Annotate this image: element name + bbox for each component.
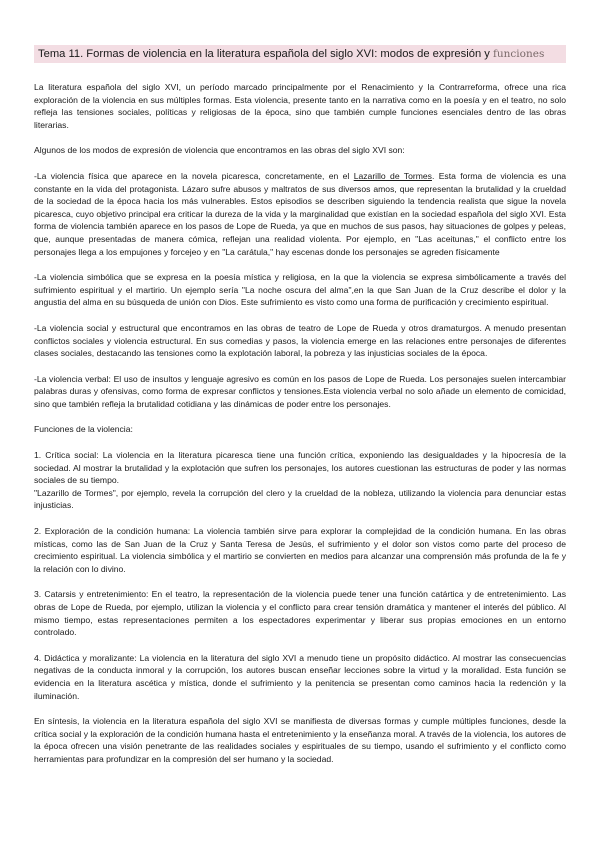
title-main: Tema 11. Formas de violencia en la literatura española del siglo XVI: modos de expresión y (38, 48, 493, 60)
physical-text-start: -La violencia física que aparece en la novela picaresca, concretamente, en el (34, 170, 354, 181)
symbolic-violence-paragraph: -La violencia simbólica que se expresa en la poesía mística y religiosa, en la que la violencia se expresa simbólicamente a través del sufrimiento espiritual y el martirio. Un ejemplo sería "La noche oscura del alma",en la que San Juan de la Cruz describe el dolor y la angustia del alma en su búsqueda de unión con Dios. Este sufrimiento es visto como una forma de purificación y crecimiento espiritual. (34, 272, 566, 308)
title-tail: funciones (493, 48, 545, 60)
intro-paragraph: La literatura española del siglo XVI, un período marcado principalmente por el Renacimiento y la Contrarreforma, ofrece una rica exploración de la violencia en sus múltiples formas. Esta violencia, presente tanto en la narrativa como en la poesía y en el teatro, no solo refleja las tensiones sociales, políticas y religiosas de la época, sino que también cumple funciones esenciales dentro de las obras literarias. (34, 82, 566, 130)
function-1-paragraph: 1. Crítica social: La violencia en la literatura picaresca tiene una función crítica, exponiendo las desigualdades y la hipocresía de la sociedad. Al mostrar la brutalidad y la explotación que sufren los personajes, los autores cuestionan las estructuras de poder y las normas sociales de su tiempo. (34, 450, 566, 486)
modes-intro-paragraph: Algunos de los modos de expresión de violencia que encontramos en las obras del siglo XVI son: (34, 145, 405, 156)
document-title (34, 45, 566, 63)
physical-violence-paragraph (34, 170, 566, 258)
function-4-paragraph: 4. Didáctica y moralizante: La violencia en la literatura del siglo XVI a menudo tiene un propósito didáctico. Al mostrar las consecuencias negativas de la conducta inmoral y la corrupción, los autores buscan enseñar lecciones sobre la virtud y la moralidad. Esta función se evidencia en la literatura ascética y mística, donde el sufrimiento y la penitencia se presentan como caminos hacia la redención y la iluminación. (34, 652, 566, 701)
function-3-paragraph: 3. Catarsis y entretenimiento: En el teatro, la representación de la violencia puede tener una función catártica y de entretenimiento. Las obras de Lope de Rueda, por ejemplo, utilizan la violencia y el conflicto para crear tensión dramática y mantener el interés del público. Al mismo tiempo, estas representaciones permiten a los espectadores experimentar y liberar sus propias emociones en un entorno controlado. (34, 589, 566, 638)
function-2-paragraph: 2. Exploración de la condición humana: La violencia también sirve para explorar la complejidad de la condición humana. En las obras místicas, como las de San Juan de la Cruz y Santa Teresa de Jesús, el sufrimiento y el dolor son vistos como parte del proceso de crecimiento espiritual. La violencia simbólica y el martirio se convierten en medios para alcanzar una comprensión más profunda de la fe y la relación con lo divino. (34, 526, 566, 574)
physical-text-end: . Esta forma de violencia es una constante en la vida del protagonista. Lázaro sufre abusos y maltratos de sus diversos amos, que representan la brutalidad y la crueldad de la sociedad de la época hacia los más vulnerables. Estos episodios se describen siguiendo la tendencia realista que sigue la novela picaresca, cuyo objetivo principal era criticar la dureza de la vida y la marginalidad que existían en la sociedad española del siglo XVI. Esta forma de violencia también aparece en los pasos de Lope de Rueda, ya que en muchos de sus pasos, hay situaciones de golpes y peleas, que, aunque presentadas de manera cómica, reflejan una realidad violenta. Por ejemplo, en "Las aceitunas," el conflicto entre los personajes llega a los empujones y forcejeo y en "La carátula," hay escenas donde los personajes se agreden físicamente (34, 170, 567, 257)
conclusion-paragraph: En síntesis, la violencia en la literatura española del siglo XVI se manifiesta de diversas formas y cumple múltiples funciones, desde la crítica social y la exploración de la condición humana hasta el entretenimiento y la enseñanza moral. A través de la violencia, los autores de la época ofrecen una visión penetrante de las realidades sociales y espirituales de su tiempo, usando el sufrimiento y el conflicto como herramientas para profundizar en la compresión del ser humano y la sociedad. (34, 716, 566, 764)
lazarillo-link[interactable]: Lazarillo de Tormes (353, 170, 432, 181)
verbal-violence-paragraph: -La violencia verbal: El uso de insultos y lenguaje agresivo es común en los pasos de Lope de Rueda. Los personajes suelen intercambiar palabras duras y ofensivas, como forma de expresar conflictos y tensiones.Esta violencia verbal no solo añade un elemento de comicidad, sino que también refleja la brutalidad cotidiana y las dinámicas de poder entre los personajes. (34, 373, 566, 409)
functions-heading: Funciones de la violencia: (34, 424, 133, 435)
function-1-example-paragraph: "Lazarillo de Tormes", por ejemplo, revela la corrupción del clero y la crueldad de la nobleza, utilizando la violencia para denunciar estas injusticias. (34, 487, 566, 511)
social-violence-paragraph: -La violencia social y estructural que encontramos en las obras de teatro de Lope de Rueda y otros dramaturgos. A menudo presentan conflictos sociales y violencia estructural. En sus comedias y pasos, la violencia emerge en las relaciones entre personajes de diferentes clases sociales, destacando las tensiones como la explotación laboral, la pobreza y las injusticias sociales de la época. (34, 322, 566, 359)
